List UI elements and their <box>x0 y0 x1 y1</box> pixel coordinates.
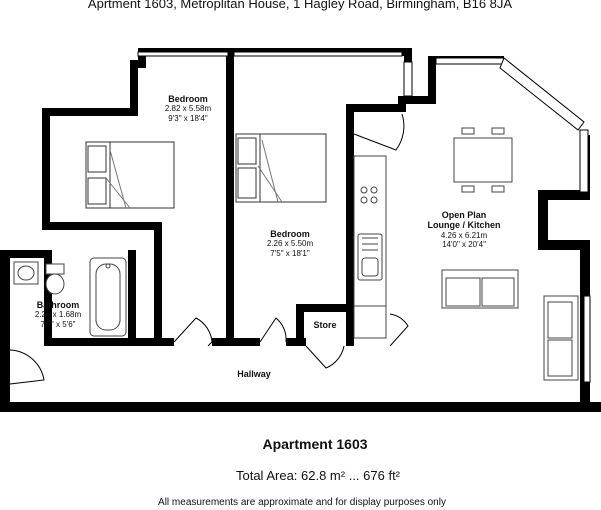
room-name-line1: Open Plan <box>441 210 487 220</box>
dining-table <box>454 128 512 192</box>
bed-2 <box>236 134 326 202</box>
apartment-title: Apartment 1603 <box>262 436 368 452</box>
room-label-bathroom <box>35 300 81 329</box>
disclaimer: All measurements are approximate and for display purposes only <box>158 497 446 508</box>
room-imperial: 14'0" x 20'4" <box>442 239 486 249</box>
room-metric: 2.26 x 1.68m <box>34 310 82 320</box>
room-imperial: 9'3" x 18'4" <box>168 113 208 123</box>
room-name: Bedroom <box>270 229 310 239</box>
room-name-line2: Lounge / Kitchen <box>427 220 501 231</box>
room-metric: 2.82 x 5.58m <box>164 104 212 114</box>
total-area: Total Area: 62.8 m² ... 676 ft² <box>235 468 401 483</box>
room-name: Bedroom <box>168 94 208 104</box>
room-label-hallway: Hallway <box>237 369 271 379</box>
kitchen-units <box>354 156 386 338</box>
room-imperial: 7'5" x 18'1" <box>270 248 310 258</box>
room-label-bedroom-2 <box>267 229 313 258</box>
room-label-bedroom-1 <box>165 94 211 123</box>
room-metric: 4.26 x 6.21m <box>440 230 488 240</box>
room-label-lounge <box>428 210 501 249</box>
room-name: Bathroom <box>36 300 80 310</box>
room-imperial: 7'5" x 5'6" <box>40 319 76 329</box>
room-label-store: Store <box>313 320 337 330</box>
bed-1 <box>86 142 174 208</box>
address-header: Aprtment 1603, Metroplitan House, 1 Hagley Road, Birmingham, B16 8JA <box>87 0 513 11</box>
room-metric: 2.26 x 5.50m <box>266 239 314 249</box>
sofas <box>442 270 578 380</box>
